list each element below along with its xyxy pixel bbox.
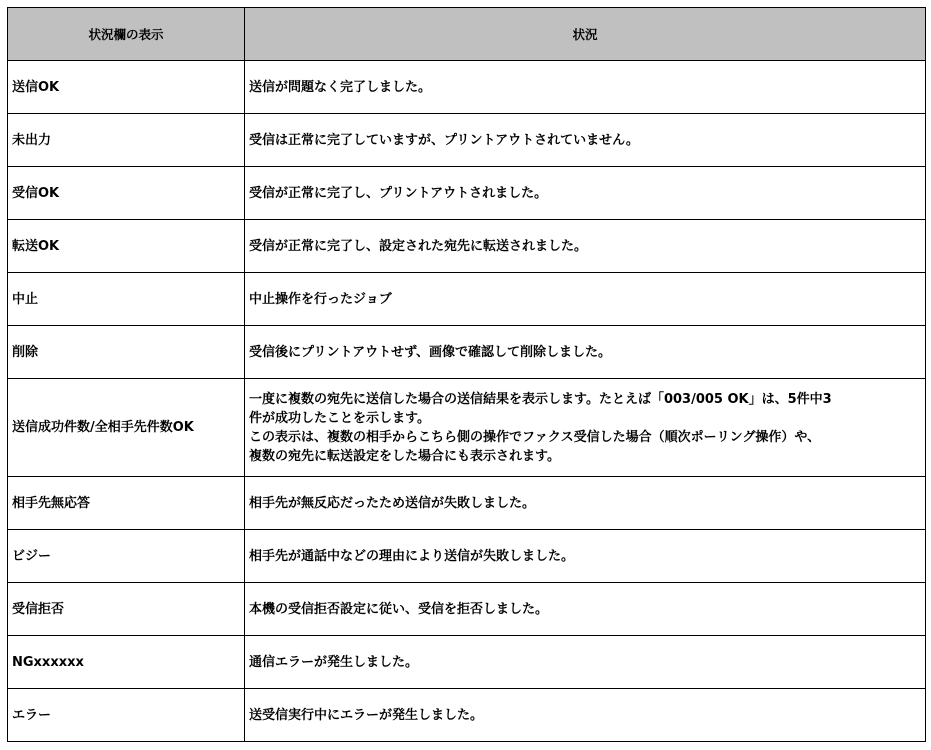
row-description xyxy=(245,273,926,326)
header-status: 状況 xyxy=(245,8,926,61)
row-description xyxy=(245,636,926,689)
description-line: 受信が正常に完了し、設定された宛先に転送されました。 xyxy=(249,238,588,254)
row-description xyxy=(245,583,926,636)
description-line: 送受信実行中にエラーが発生しました。 xyxy=(249,707,484,723)
table-row xyxy=(8,61,926,114)
row-description xyxy=(245,61,926,114)
status-table xyxy=(7,7,926,742)
header-status-display: 状況欄の表示 xyxy=(8,8,245,61)
description-line: 中止操作を行ったジョブ xyxy=(249,291,392,307)
row-label: 送信成功件数/全相手先件数OK xyxy=(8,379,245,477)
description-line: 通信エラーが発生しました。 xyxy=(249,654,419,670)
description-line: 送信が問題なく完了しました。 xyxy=(249,79,432,95)
row-description xyxy=(245,326,926,379)
row-description xyxy=(245,220,926,273)
description-line: 一度に複数の宛先に送信した場合の送信結果を表示します。たとえば「003/005 OK」は、5件中3 xyxy=(249,391,832,407)
table-row xyxy=(8,477,926,530)
table-row xyxy=(8,379,926,477)
table-row xyxy=(8,689,926,742)
table-row xyxy=(8,167,926,220)
row-description xyxy=(245,379,926,477)
table-row xyxy=(8,114,926,167)
description-line: 受信が正常に完了し、プリントアウトされました。 xyxy=(249,185,548,201)
row-label: 転送OK xyxy=(8,220,245,273)
row-label: ビジー xyxy=(8,530,245,583)
row-description xyxy=(245,477,926,530)
row-label: 削除 xyxy=(8,326,245,379)
table-header-row xyxy=(8,8,926,61)
row-description xyxy=(245,114,926,167)
description-line: 相手先が無反応だったため送信が失敗しました。 xyxy=(249,495,536,511)
table-row xyxy=(8,220,926,273)
row-label: 未出力 xyxy=(8,114,245,167)
description-line: 相手先が通話中などの理由により送信が失敗しました。 xyxy=(249,548,575,564)
table-row xyxy=(8,273,926,326)
table-row xyxy=(8,326,926,379)
description-line: この表示は、複数の相手からこちら側の操作でファクス受信した場合（順次ポーリング操作）や、 xyxy=(249,429,821,445)
row-label: 受信OK xyxy=(8,167,245,220)
description-line: 受信は正常に完了していますが、プリントアウトされていません。 xyxy=(249,132,639,148)
row-description xyxy=(245,530,926,583)
table-row xyxy=(8,530,926,583)
table-row xyxy=(8,583,926,636)
row-label: 受信拒否 xyxy=(8,583,245,636)
description-line: 複数の宛先に転送設定をした場合にも表示されます。 xyxy=(249,448,560,464)
description-line: 受信後にプリントアウトせず、画像で確認して削除しました。 xyxy=(249,344,612,360)
row-label: 中止 xyxy=(8,273,245,326)
row-label: エラー xyxy=(8,689,245,742)
row-label: NGxxxxxx xyxy=(8,636,245,689)
row-description xyxy=(245,689,926,742)
description-line: 本機の受信拒否設定に従い、受信を拒否しました。 xyxy=(249,601,549,617)
row-description xyxy=(245,167,926,220)
row-label: 送信OK xyxy=(8,61,245,114)
table-row xyxy=(8,636,926,689)
row-label: 相手先無応答 xyxy=(8,477,245,530)
description-line: 件が成功したことを示します。 xyxy=(249,410,430,426)
